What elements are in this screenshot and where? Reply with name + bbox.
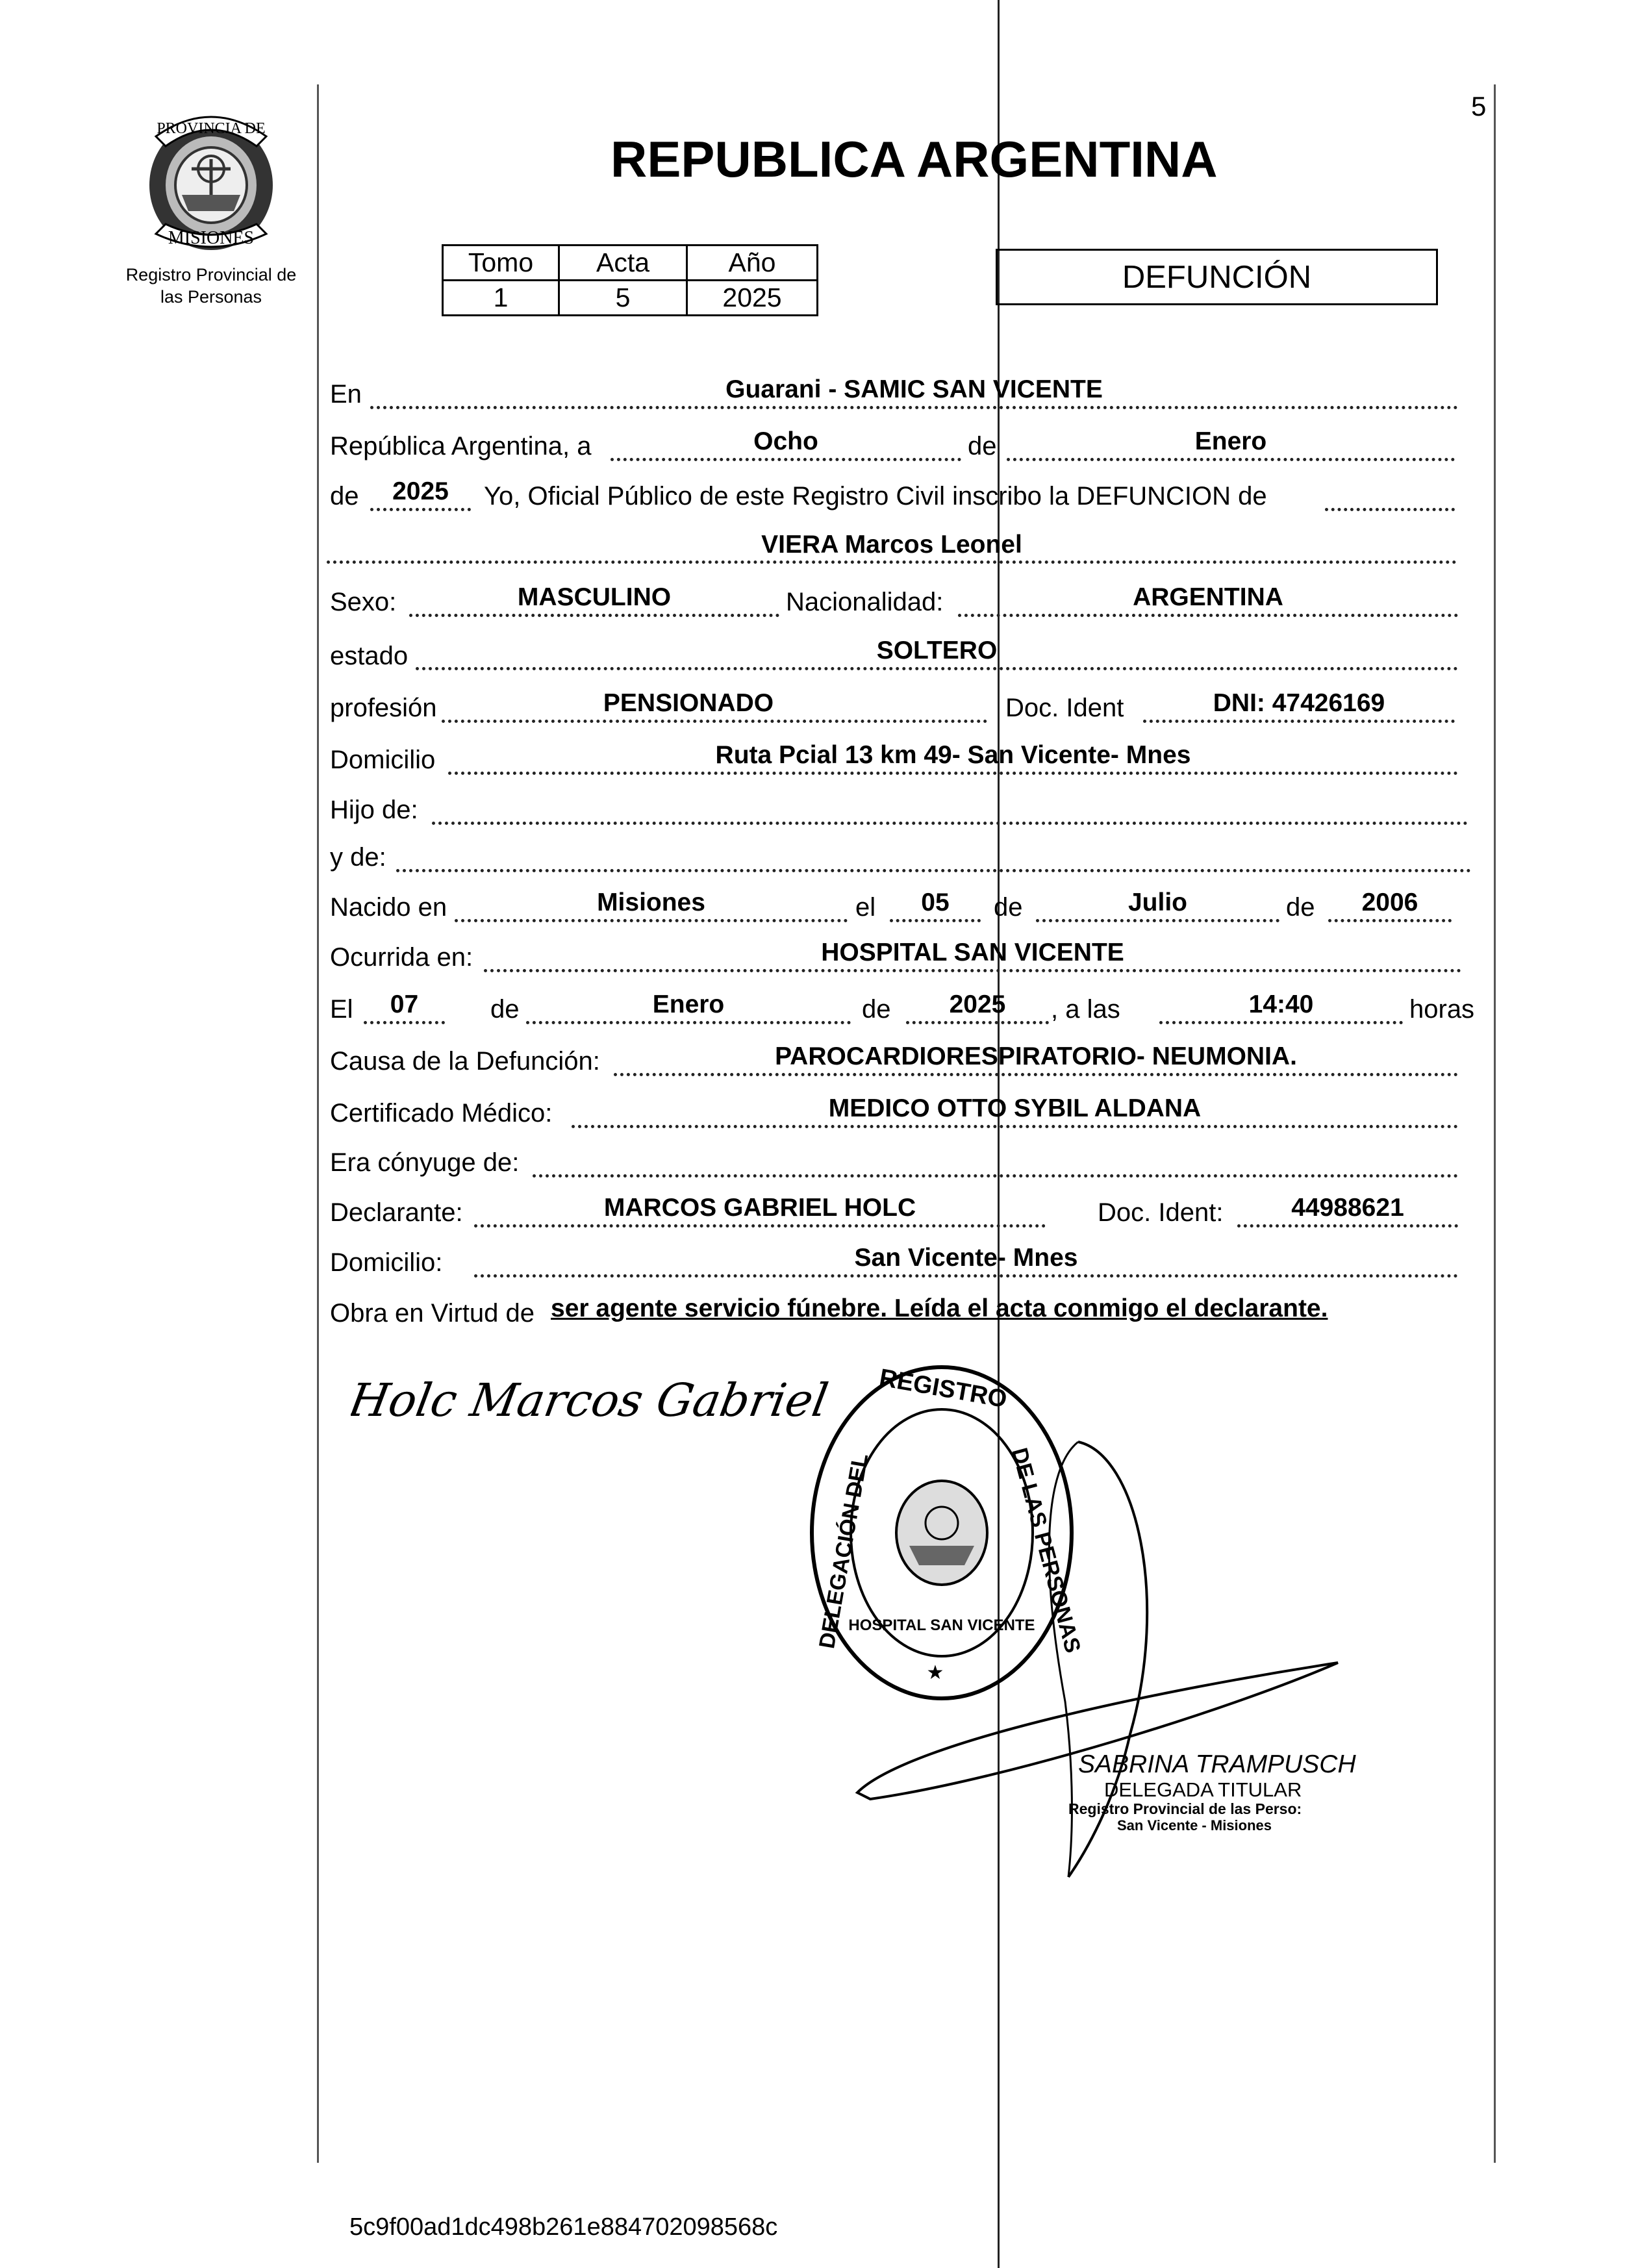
hijo-label: Hijo de: [330, 796, 418, 824]
nacido-dia: 05 [921, 888, 950, 916]
value-anio: 2025 [687, 281, 818, 316]
nacionalidad-line [958, 614, 1458, 617]
de-label-5: de [490, 995, 520, 1024]
en-line [370, 406, 1458, 409]
svg-text:★: ★ [926, 1661, 944, 1684]
certificado-value: MEDICO OTTO SYBIL ALDANA [828, 1094, 1202, 1122]
value-acta: 5 [559, 281, 687, 316]
registry-seal [130, 97, 292, 260]
republica-label: República Argentina, a [330, 432, 592, 460]
declarante-doc-line [1237, 1224, 1458, 1228]
el-label: el [855, 893, 876, 922]
nacido-lugar: Misiones [597, 888, 705, 916]
obra-value: ser agente servicio fúnebre. Leída el acta conmigo el declarante. [551, 1294, 1328, 1322]
ocurrida-value: HOSPITAL SAN VICENTE [821, 939, 1124, 966]
nacido-anio-line [1328, 919, 1452, 922]
yo-text: Yo, Oficial Público de este Registro Civil inscribo la DEFUNCION de [484, 482, 1267, 510]
svg-text:DELEGACIÓN DEL: DELEGACIÓN DEL [814, 1452, 874, 1651]
record-type-box: DEFUNCIÓN [996, 249, 1438, 305]
header-tomo: Tomo [443, 246, 559, 281]
causa-line [614, 1073, 1458, 1076]
conyuge-line [533, 1174, 1458, 1178]
declarante-value: MARCOS GABRIEL HOLC [603, 1194, 916, 1222]
page-title: REPUBLICA ARGENTINA [611, 131, 1218, 188]
svg-text:PROVINCIA DE: PROVINCIA DE [157, 120, 266, 137]
horas-label: horas [1409, 995, 1475, 1024]
month-line [1007, 458, 1455, 461]
alas-label: , a las [1051, 995, 1120, 1024]
declarante-line [474, 1224, 1046, 1228]
de-label-3: de [994, 893, 1023, 922]
domicilio-line [448, 772, 1458, 775]
def-anio: 2025 [949, 990, 1006, 1018]
domicilio-value: Ruta Pcial 13 km 49- San Vicente- Mnes [715, 741, 1191, 769]
value-tomo: 1 [443, 281, 559, 316]
estado-value: SOLTERO [876, 636, 998, 664]
left-margin-line [317, 84, 319, 2163]
domicilio-label: Domicilio [330, 746, 436, 774]
de-label-6: de [862, 995, 891, 1024]
seal-emblem-icon [130, 97, 292, 260]
officer-office: Registro Provincial de las Perso: [1068, 1800, 1302, 1817]
day-value: Ocho [753, 427, 818, 455]
sexo-label: Sexo: [330, 588, 397, 616]
domicilio2-value: San Vicente- Mnes [854, 1244, 1078, 1272]
registry-name-line2: las Personas [160, 287, 262, 307]
nacido-lugar-line [455, 919, 848, 922]
yo-line [1325, 508, 1455, 511]
year-value: 2025 [392, 477, 449, 505]
conyuge-label: Era cónyuge de: [330, 1148, 520, 1177]
causa-label: Causa de la Defunción: [330, 1047, 600, 1076]
registry-name-line1: Registro Provincial de [125, 265, 297, 284]
svg-text:REGISTRO: REGISTRO [877, 1364, 1009, 1414]
nacido-anio: 2006 [1361, 888, 1418, 916]
def-mes-line [526, 1021, 851, 1024]
obra-label: Obra en Virtud de [330, 1299, 535, 1328]
svg-text:DE LAS PERSONAS: DE LAS PERSONAS [1007, 1445, 1085, 1656]
ocurrida-line [484, 969, 1461, 972]
estado-label: estado [330, 642, 409, 670]
def-anio-line [906, 1021, 1049, 1024]
def-dia-line [364, 1021, 445, 1024]
sexo-value: MASCULINO [517, 583, 672, 611]
officer-location: San Vicente - Misiones [1117, 1817, 1272, 1833]
en-label: En [330, 380, 362, 409]
declarante-signature [351, 1357, 844, 1455]
en-value: Guarani - SAMIC SAN VICENTE [725, 375, 1103, 403]
nacido-mes-line [1036, 919, 1279, 922]
yde-line [396, 869, 1471, 872]
month-value: Enero [1194, 427, 1267, 455]
officer-name: SABRINA TRAMPUSCH [1078, 1750, 1356, 1778]
def-mes: Enero [652, 990, 725, 1018]
estado-line [416, 667, 1458, 670]
profesion-label: profesión [330, 694, 437, 722]
doc-label: Doc. Ident [1005, 694, 1124, 722]
domicilio2-label: Domicilio: [330, 1248, 443, 1277]
record-table [442, 244, 818, 316]
year-line [370, 508, 471, 511]
declarante-label: Declarante: [330, 1198, 463, 1227]
el-cap-label: El [330, 995, 353, 1024]
nacionalidad-label: Nacionalidad: [786, 588, 944, 616]
header-anio: Año [687, 246, 818, 281]
def-dia: 07 [390, 990, 419, 1018]
nacido-label: Nacido en [330, 893, 447, 922]
de-label-2: de [330, 482, 359, 510]
profesion-line [442, 720, 987, 723]
center-fold-line [998, 0, 1000, 2268]
nacido-mes: Julio [1127, 888, 1187, 916]
de-label-1: de [968, 432, 997, 460]
svg-text:Holc Marcos Gabriel: Holc Marcos Gabriel [351, 1374, 832, 1427]
def-hora-line [1159, 1021, 1403, 1024]
nacido-dia-line [890, 919, 981, 922]
doc-line [1143, 720, 1455, 723]
svg-text:HOSPITAL SAN VICENTE: HOSPITAL SAN VICENTE [848, 1617, 1035, 1634]
name-line [327, 561, 1457, 564]
def-hora: 14:40 [1248, 990, 1314, 1018]
day-line [611, 458, 961, 461]
hijo-line [432, 822, 1468, 825]
document-hash: 5c9f00ad1dc498b261e884702098568c [349, 2213, 778, 2241]
deceased-name: VIERA Marcos Leonel [761, 531, 1022, 559]
causa-value: PAROCARDIORESPIRATORIO- NEUMONIA. [775, 1042, 1297, 1070]
sexo-line [409, 614, 779, 617]
ocurrida-label: Ocurrida en: [330, 943, 473, 972]
nacionalidad-value: ARGENTINA [1133, 583, 1283, 611]
profesion-value: PENSIONADO [603, 689, 774, 717]
header-acta: Acta [559, 246, 687, 281]
declarante-doc-label: Doc. Ident: [1098, 1198, 1224, 1227]
page-number: 5 [1471, 91, 1487, 121]
doc-value: DNI: 47426169 [1213, 689, 1385, 717]
certificado-label: Certificado Médico: [330, 1099, 553, 1128]
de-label-4: de [1286, 893, 1315, 922]
officer-role: DELEGADA TITULAR [1104, 1778, 1302, 1801]
right-margin-line [1494, 84, 1496, 2163]
svg-text:MISIONES: MISIONES [168, 228, 255, 248]
certificado-line [572, 1125, 1458, 1128]
declarante-doc-value: 44988621 [1291, 1194, 1404, 1222]
domicilio2-line [474, 1274, 1458, 1278]
yde-label: y de: [330, 843, 386, 872]
